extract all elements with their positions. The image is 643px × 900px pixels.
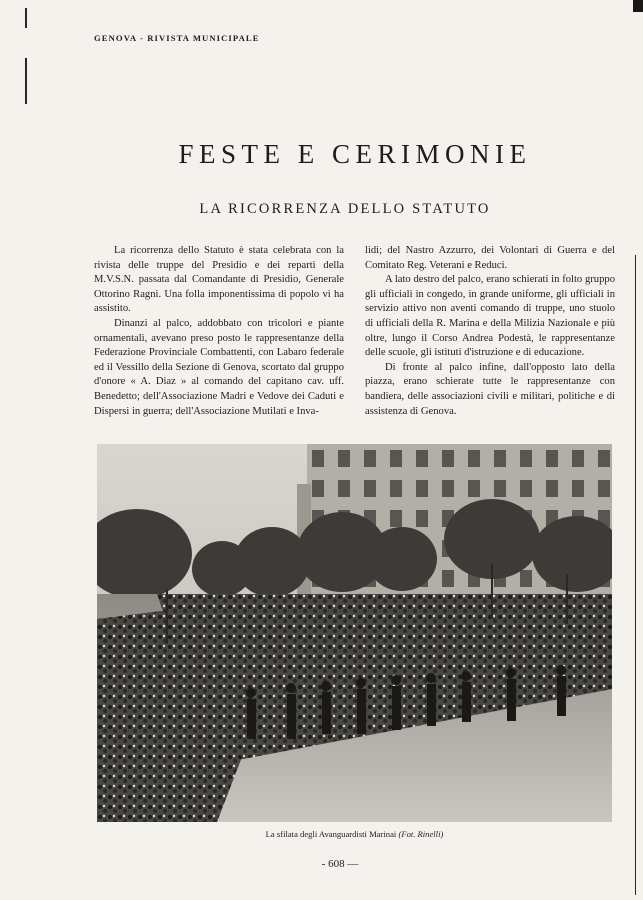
- scan-edge-mark: [25, 8, 27, 28]
- text-column-left: [94, 244, 344, 419]
- paragraph: A lato destro del palco, erano schierati in folto gruppo gli ufficiali in congedo, in grande uniforme, gli ufficiali in servizio attivo non aventi comando di truppe, uno stuolo di ufficiali della R. Marina e della Milizia Nazionale e più oltre, lungo il Corso Andrea Podestà, le rappresentanze delle scuole, gli istituti d'istruzione e di educazione.: [365, 274, 615, 359]
- article-subtitle: LA RICORRENZA DELLO STATUTO: [199, 201, 491, 217]
- parade-photograph: [97, 444, 612, 822]
- photo-credit: (Fot. Rinelli): [398, 829, 444, 839]
- running-head: GENOVA - RIVISTA MUNICIPALE: [94, 33, 260, 43]
- photo-caption: [97, 829, 612, 839]
- page-number: - 608 —: [321, 858, 359, 870]
- text-column-right: [365, 244, 615, 419]
- paragraph: La ricorrenza dello Statuto è stata celebrata con la rivista delle truppe del Presidio e dei reparti della M.V.S.N. passata dal Comandante di Presidio, Generale Ottorino Ragni. Una folla imponentissima di popolo vi ha assistito.: [94, 245, 344, 315]
- caption-text: La sfilata degli Avanguardisti Marinai: [265, 829, 397, 839]
- paragraph-continuation: lidi; del Nastro Azzurro, dei Volontari di Guerra e del Comitato Reg. Veterani e Reduci.: [365, 245, 615, 271]
- scan-edge-mark: [25, 58, 27, 104]
- scan-edge-mark: [633, 255, 643, 895]
- paragraph: Dinanzi al palco, addobbato con tricolori e piante ornamentali, avevano preso posto le rappresentanze della Federazione Provinciale Combattenti, con Labaro federale ed il Vessillo della Sezione di Genova, scortato dal gruppo d'onore « A. Diaz » al comando del capitano cav. uff. Benedetto; dell'Associazione Madri e Vedove dei Caduti e Dispersi in guerra; dell'Associazione Mutilati e Inva-: [94, 317, 344, 417]
- page-title: FESTE E CERIMONIE: [178, 139, 532, 169]
- scan-edge-mark: [633, 0, 643, 12]
- paragraph: Di fronte al palco infine, dall'opposto lato della piazza, erano schierate tutte le rappresentanze con bandiera, delle associazioni civili e militari, politiche e di assistenza di Genova.: [365, 361, 615, 417]
